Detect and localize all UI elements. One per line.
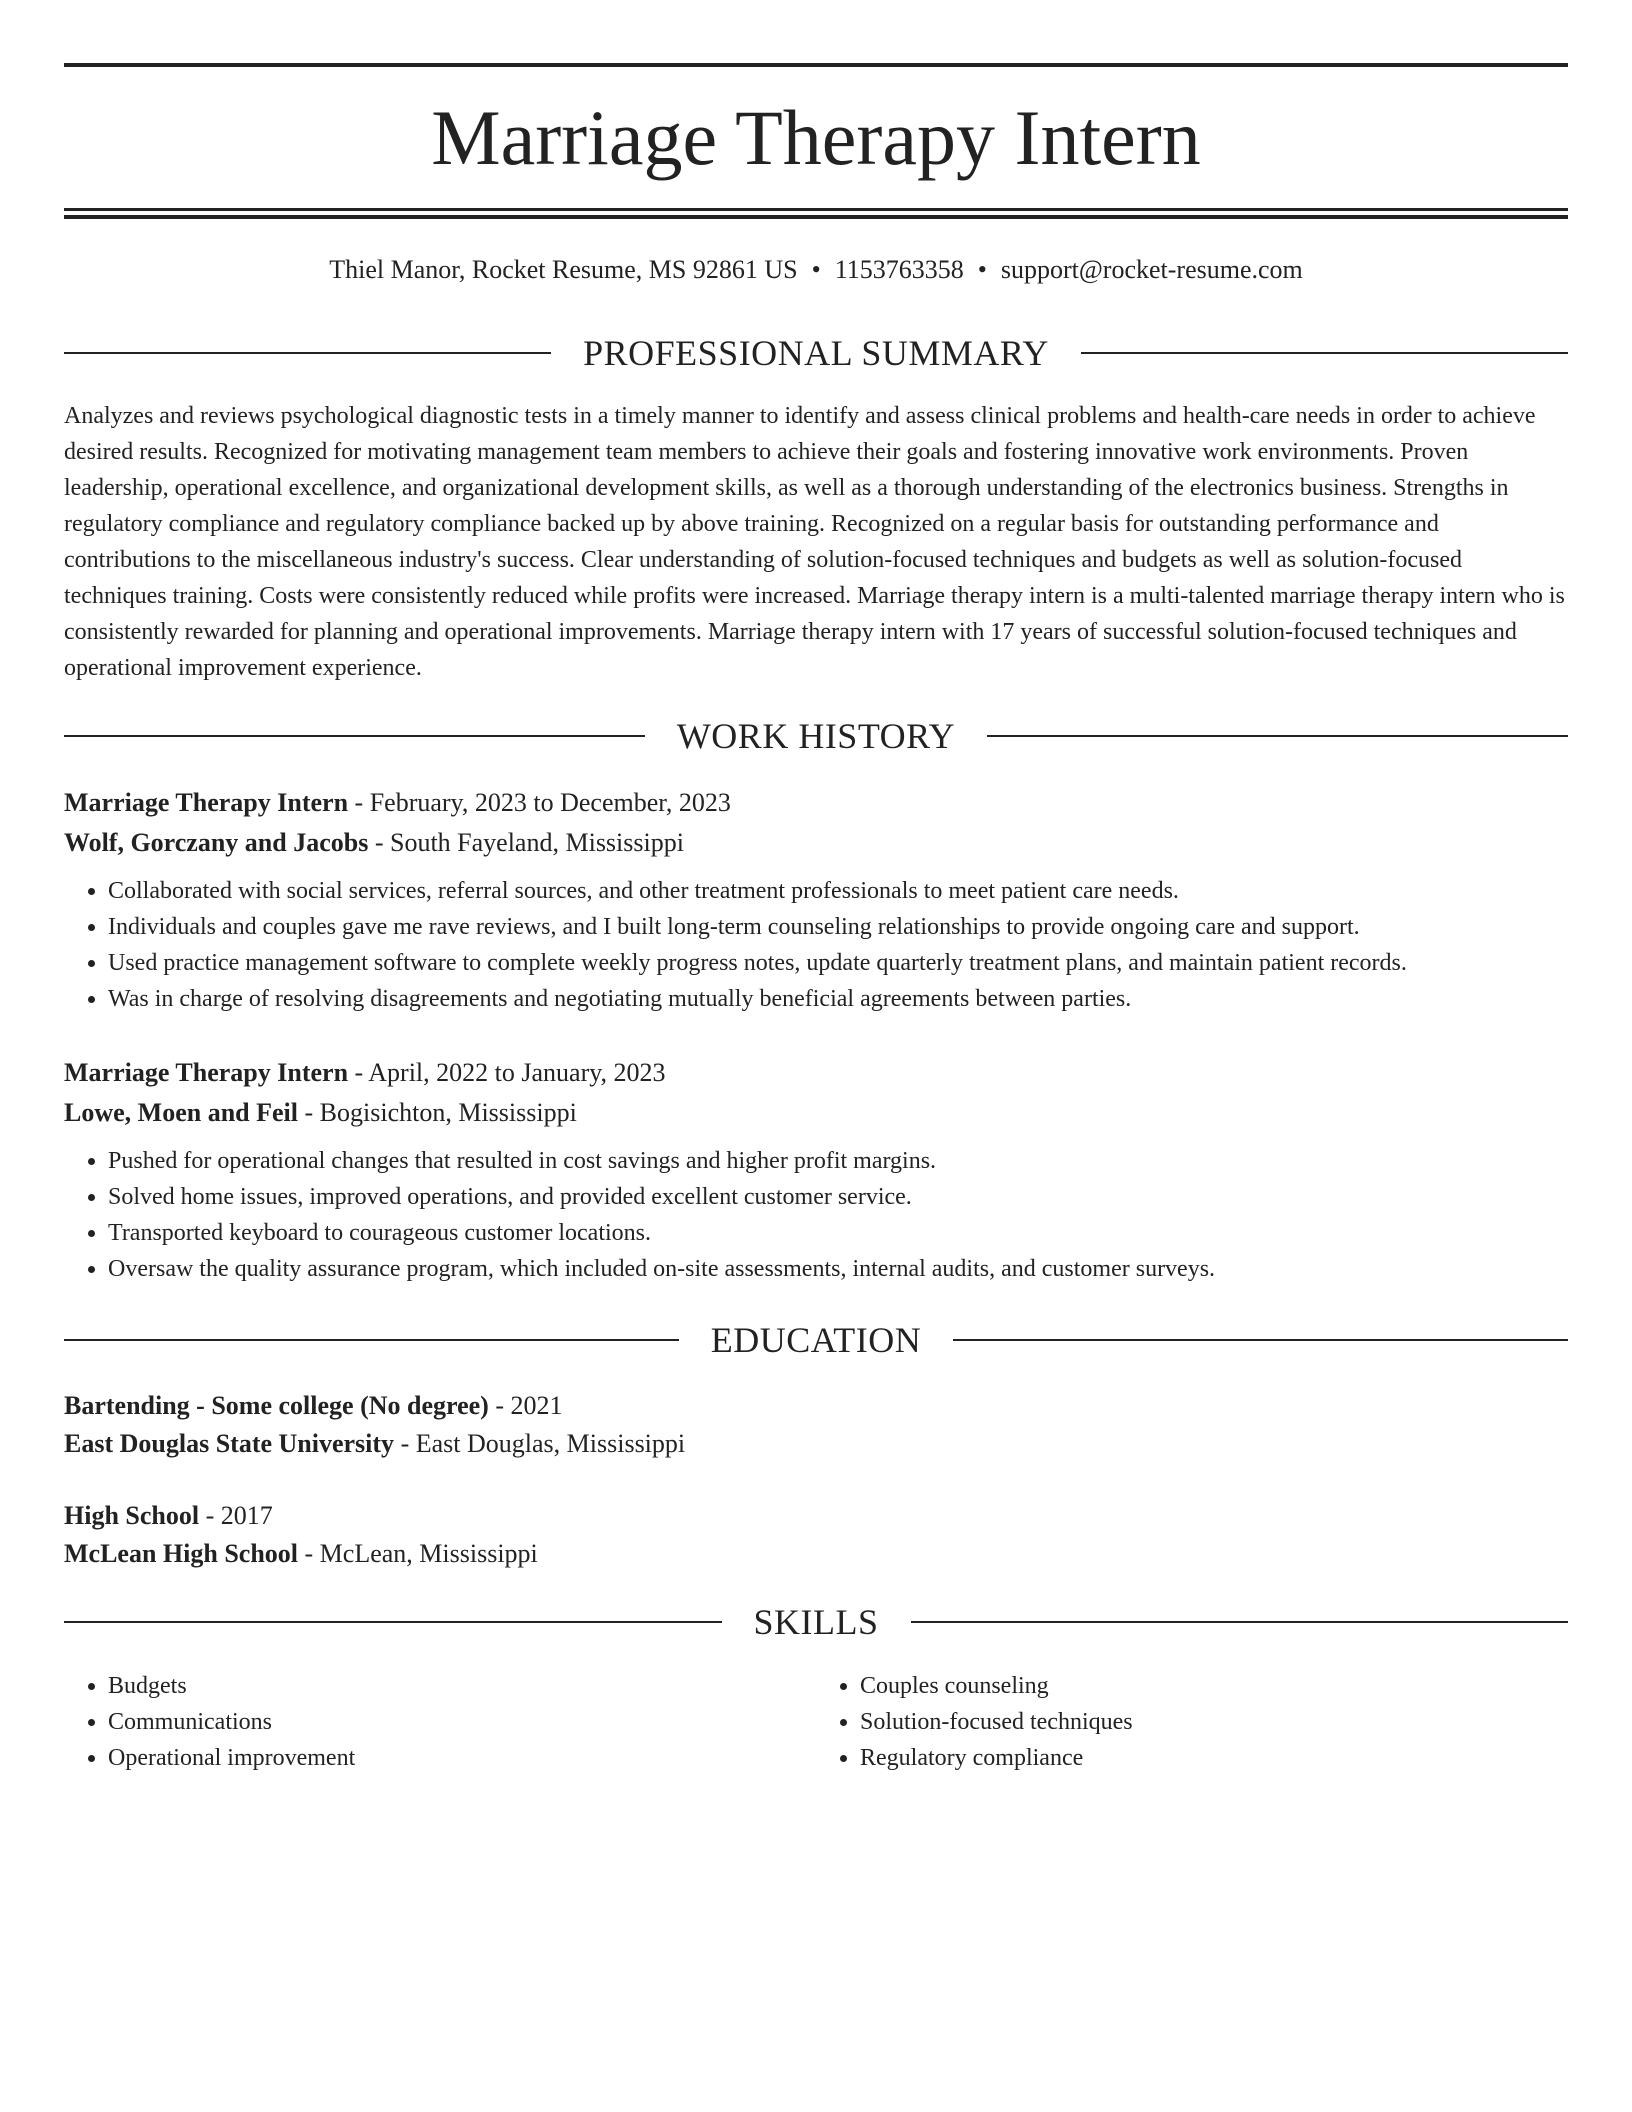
education-school-line (64, 1425, 1568, 1463)
education-school: East Douglas State University (64, 1429, 395, 1458)
education-school: McLean High School (64, 1539, 299, 1568)
contact-email: support@rocket-resume.com (1000, 255, 1303, 284)
education-entry (64, 1497, 1568, 1573)
job-title-line (64, 783, 1568, 823)
job-bullet: • Solved home issues, improved operations, and provided excellent customer service. (108, 1179, 1568, 1215)
resume-title: Marriage Therapy Intern (431, 94, 1201, 181)
contact-phone: 1153763358 (834, 255, 964, 284)
job-bullet: • Individuals and couples gave me rave reviews, and I built long-term counseling relationships to provide ongoing care and support. (108, 909, 1568, 945)
skill-item: • Budgets (108, 1668, 816, 1704)
job-bullet: • Transported keyboard to courageous customer locations. (108, 1215, 1568, 1251)
job-entry (64, 1053, 1568, 1287)
contact-address: Thiel Manor, Rocket Resume, MS 92861 US (329, 255, 798, 284)
skill-item: • Regulatory compliance (860, 1740, 1568, 1776)
title-rule-lower (64, 215, 1568, 219)
education-degree: Bartending - Some college (No degree) (64, 1391, 489, 1420)
education-degree-line (64, 1497, 1568, 1535)
education-location: - McLean, Mississippi (298, 1539, 538, 1568)
education-year: - 2017 (199, 1501, 273, 1530)
education-degree: High School (64, 1501, 200, 1530)
section-rule (64, 1339, 679, 1341)
contact-line (64, 252, 1568, 288)
job-title-line (64, 1053, 1568, 1093)
education-entry (64, 1387, 1568, 1463)
section-title: WORK HISTORY (676, 716, 956, 756)
job-bullet: • Pushed for operational changes that resulted in cost savings and higher profit margins. (108, 1143, 1568, 1179)
job-company: Wolf, Gorczany and Jacobs (64, 828, 369, 857)
skill-item: • Solution-focused techniques (860, 1704, 1568, 1740)
section-rule (64, 1621, 722, 1623)
job-bullet: • Was in charge of resolving disagreements and negotiating mutually beneficial agreements between parties. (108, 981, 1568, 1017)
job-title: Marriage Therapy Intern (64, 1058, 349, 1087)
job-location: - South Fayeland, Mississippi (368, 828, 684, 857)
title-rule-upper (64, 208, 1568, 211)
section-title: EDUCATION (710, 1320, 922, 1360)
job-bullet: • Oversaw the quality assurance program, which included on-site assessments, internal audits, and customer surveys. (108, 1251, 1568, 1287)
skills-list (64, 1668, 1568, 1776)
section-header-work (64, 714, 1568, 758)
skills-column-right (816, 1668, 1568, 1776)
summary-text: Analyzes and reviews psychological diagnostic tests in a timely manner to identify and assess clinical problems and health-care needs in order to achieve desired results. Recognized for motivating management team members to achieve their goals and fostering innovative work environments. Proven leadership, operational excellence, and organizational development skills, as well as a thorough understanding of the electronics business. Strengths in regulatory compliance and regulatory compliance backed up by above training. Recognized on a regular basis for outstanding performance and contributions to the miscellaneous industry's success. Clear understanding of solution-focused techniques and budgets as well as solution-focused techniques training. Costs were consistently reduced while profits were increased. Marriage therapy intern is a multi-talented marriage therapy intern who is consistently rewarded for planning and operational improvements. Marriage therapy intern with 17 years of successful solution-focused techniques and operational improvement experience. (64, 403, 1565, 681)
skills-column-left (64, 1668, 816, 1776)
section-rule (64, 735, 645, 737)
skill-item: • Communications (108, 1704, 816, 1740)
job-bullets (64, 1143, 1568, 1287)
education-school-line (64, 1535, 1568, 1573)
section-rule (987, 735, 1568, 737)
section-header-education (64, 1318, 1568, 1362)
education-year: - 2021 (488, 1391, 563, 1420)
contact-separator: • (977, 255, 987, 284)
job-dates: - April, 2022 to January, 2023 (348, 1058, 666, 1087)
job-company-line (64, 823, 1568, 863)
job-bullet: • Collaborated with social services, referral sources, and other treatment professionals to meet patient care needs. (108, 873, 1568, 909)
skill-item: • Operational improvement (108, 1740, 816, 1776)
education-degree-line (64, 1387, 1568, 1425)
job-dates: - February, 2023 to December, 2023 (348, 788, 731, 817)
contact-separator: • (811, 255, 821, 284)
job-company-line (64, 1093, 1568, 1133)
section-rule (953, 1339, 1568, 1341)
section-rule (1081, 352, 1568, 354)
education-location: - East Douglas, Mississippi (394, 1429, 686, 1458)
job-bullet: • Used practice management software to complete weekly progress notes, update quarterly treatment plans, and maintain patient records. (108, 945, 1568, 981)
skill-item: • Couples counseling (860, 1668, 1568, 1704)
job-title: Marriage Therapy Intern (64, 788, 349, 817)
section-header-skills (64, 1600, 1568, 1644)
job-location: - Bogisichton, Mississippi (298, 1098, 577, 1127)
top-rule (64, 63, 1568, 67)
section-header-summary (64, 331, 1568, 375)
job-company: Lowe, Moen and Feil (64, 1098, 298, 1127)
section-rule (64, 352, 551, 354)
section-title: SKILLS (753, 1602, 879, 1642)
section-title: PROFESSIONAL SUMMARY (583, 333, 1049, 373)
job-entry (64, 783, 1568, 1017)
job-bullets (64, 873, 1568, 1017)
section-rule (911, 1621, 1569, 1623)
